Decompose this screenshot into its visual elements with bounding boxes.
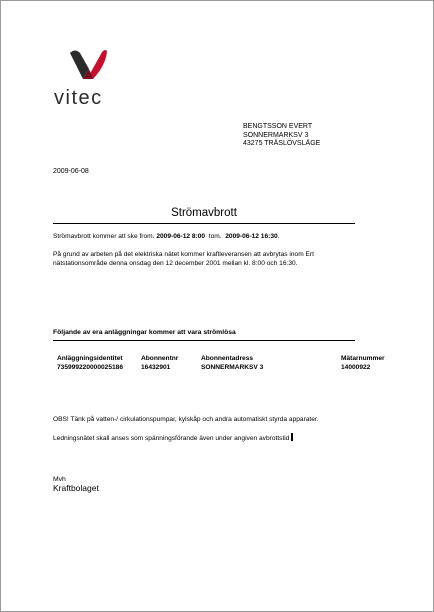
header-subscriber-address: Abonnentadress bbox=[201, 355, 254, 362]
value-meter-number: 14000922 bbox=[341, 364, 371, 371]
affected-heading: Följande av era anläggningar kommer att vara strömlösa bbox=[53, 329, 236, 336]
section-divider bbox=[53, 340, 355, 341]
recipient-postal: 43275 TRÄSLÖVSLÄGE bbox=[243, 140, 321, 147]
recipient-street: SONNERMARKSV 3 bbox=[243, 131, 309, 139]
outage-start: 2009-06-12 8:00 bbox=[156, 233, 206, 240]
outage-reason: På grund av arbeten på det elektriska nätet kommer kraftleveransen att avbrytas inom Ert nätstationsområde denna onsdag den 12 december 2001 mellan kl. 8:00 och 16:30. bbox=[53, 251, 314, 267]
intro-mid: tom. bbox=[205, 233, 226, 240]
intro-prefix: Strömavbrott kommer att ske from. bbox=[53, 233, 157, 240]
voltage-notice bbox=[53, 433, 353, 443]
sender-signature: Kraftbolaget bbox=[53, 483, 99, 493]
value-facility-id: 735999220000025186 bbox=[57, 364, 124, 371]
outage-end: 2009-06-12 16:30 bbox=[225, 233, 278, 240]
appliance-notice: OBS! Tänk på vatten-/ cirkulationspumpar, kylskåp och andra automatiskt styrda apparater. bbox=[53, 416, 319, 423]
header-meter-number: Mätarnummer bbox=[341, 355, 385, 362]
logo-wordmark: vitec bbox=[54, 87, 103, 109]
closing-greeting: Mvh bbox=[53, 476, 66, 483]
column-meter-number bbox=[341, 354, 385, 372]
header-facility-id: Anläggningsidentitet bbox=[57, 355, 123, 362]
value-subscriber-address: SONNERMARKSV 3 bbox=[201, 364, 264, 371]
recipient-name: BENGTSSON EVERT bbox=[243, 123, 313, 130]
value-subscriber-no: 16432901 bbox=[141, 364, 171, 371]
column-subscriber-no bbox=[141, 354, 178, 372]
letter-date: 2009-06-08 bbox=[53, 168, 89, 175]
voltage-notice-text: Ledningsnätet skall anses som spänningsförande även under angiven avbrottstid bbox=[53, 435, 290, 442]
letter-title: Strömavbrott bbox=[171, 207, 237, 219]
recipient-address bbox=[243, 123, 320, 149]
intro-suffix: . bbox=[277, 233, 280, 240]
column-subscriber-address bbox=[201, 354, 263, 372]
column-facility-id bbox=[57, 354, 123, 372]
header-subscriber-no: Abonnentnr bbox=[141, 355, 179, 362]
vitec-logo-mark-icon bbox=[67, 45, 107, 85]
company-logo bbox=[53, 45, 123, 109]
title-divider bbox=[53, 223, 355, 224]
outage-intro bbox=[53, 232, 353, 241]
text-cursor bbox=[291, 433, 293, 441]
